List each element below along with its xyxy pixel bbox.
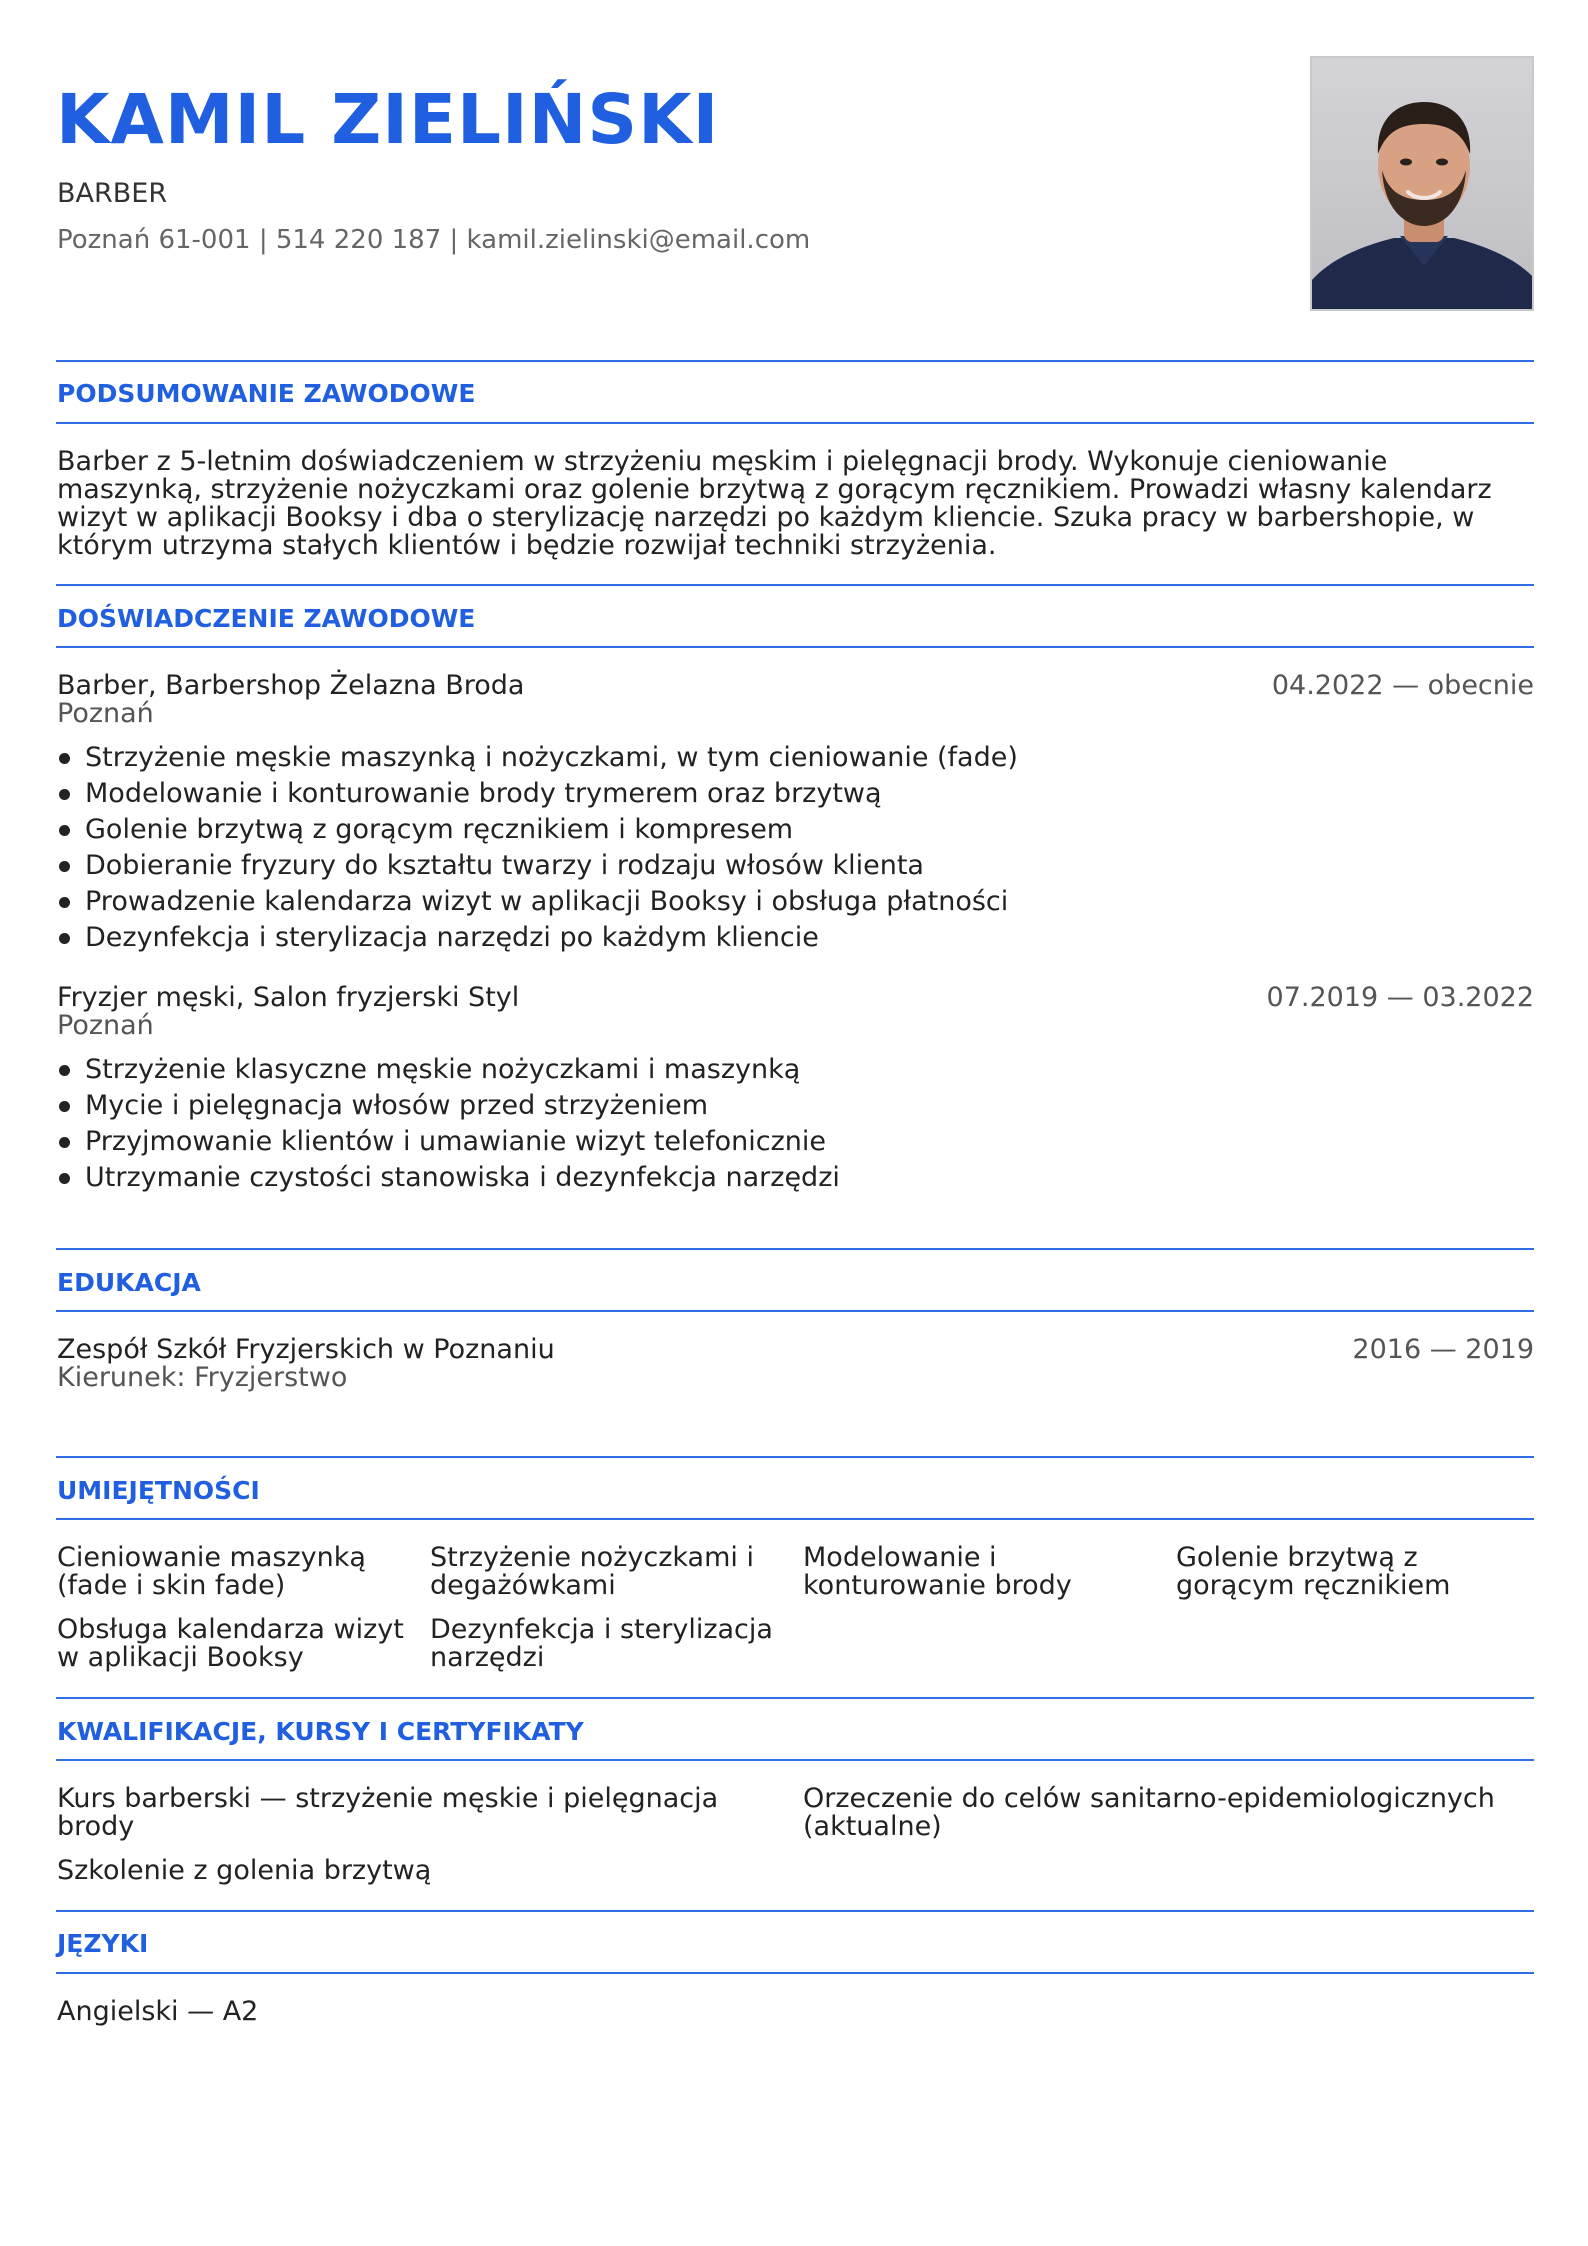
skill-item bbox=[430, 1616, 773, 1672]
certificate-line: brody bbox=[57, 1811, 135, 1842]
summary-line: którym utrzyma stałych klientów i będzie rozwijał techniki strzyżenia. bbox=[57, 530, 997, 561]
duty-text: Strzyżenie męskie maszynką i nożyczkami, w tym cieniowanie (fade) bbox=[85, 742, 1018, 773]
skill-line: narzędzi bbox=[430, 1642, 545, 1673]
duty-text: Modelowanie i konturowanie brody trymerem oraz brzytwą bbox=[85, 778, 882, 809]
candidate-name: KAMIL ZIELIŃSKI bbox=[56, 80, 720, 160]
certificate-line: Kurs barberski — strzyżenie męskie i pielęgnacja bbox=[57, 1783, 719, 1814]
skill-line: Dezynfekcja i sterylizacja bbox=[430, 1614, 773, 1645]
job-duties-list bbox=[57, 1052, 840, 1196]
duty-text: Golenie brzytwą z gorącym ręcznikiem i kompresem bbox=[85, 814, 794, 845]
skill-item bbox=[57, 1544, 366, 1600]
skill-line: w aplikacji Booksy bbox=[57, 1642, 304, 1673]
certificate-item bbox=[57, 1857, 431, 1885]
section-divider bbox=[56, 646, 1534, 648]
skill-line: (fade i skin fade) bbox=[57, 1570, 286, 1601]
skill-item bbox=[57, 1616, 404, 1672]
job-location: Poznań bbox=[57, 1010, 154, 1041]
certificate-line: Szkolenie z golenia brzytwą bbox=[57, 1855, 432, 1886]
education-school: Zespół Szkół Fryzjerskich w Poznaniu bbox=[57, 1334, 555, 1365]
skill-line: Strzyżenie nożyczkami i bbox=[430, 1542, 754, 1573]
skill-line: gorącym ręcznikiem bbox=[1176, 1570, 1451, 1601]
section-divider bbox=[56, 360, 1534, 362]
summary-line: maszynką, strzyżenie nożyczkami oraz golenie brzytwą z gorącym ręcznikiem. Prowadzi własny kalendarz bbox=[57, 474, 1492, 505]
duty-text: Mycie i pielęgnacja włosów przed strzyżeniem bbox=[85, 1090, 709, 1121]
skill-line: Golenie brzytwą z bbox=[1176, 1542, 1418, 1573]
skill-item bbox=[430, 1544, 754, 1600]
bullet-dot-icon bbox=[59, 1101, 70, 1112]
section-title-languages: JĘZYKI bbox=[57, 1929, 149, 1958]
section-divider bbox=[56, 1910, 1534, 1912]
bullet-dot-icon bbox=[59, 933, 70, 944]
list-item bbox=[57, 812, 1018, 848]
list-item bbox=[57, 1160, 840, 1196]
skill-line: Obsługa kalendarza wizyt bbox=[57, 1614, 404, 1645]
job-dates: 07.2019 — 03.2022 bbox=[1266, 982, 1534, 1013]
list-item bbox=[57, 776, 1018, 812]
duty-text: Strzyżenie klasyczne męskie nożyczkami i maszynką bbox=[85, 1054, 801, 1085]
skill-item bbox=[803, 1544, 1072, 1600]
section-divider bbox=[56, 1697, 1534, 1699]
section-title-skills: UMIEJĘTNOŚCI bbox=[57, 1476, 260, 1505]
section-title-summary: PODSUMOWANIE ZAWODOWE bbox=[57, 379, 476, 408]
section-divider bbox=[56, 1518, 1534, 1520]
section-divider bbox=[56, 1759, 1534, 1761]
list-item bbox=[57, 1088, 840, 1124]
summary-line: wizyt w aplikacji Booksy i dba o sterylizację narzędzi po każdym kliencie. Szuka pracy w barbershopie, w bbox=[57, 502, 1475, 533]
duty-text: Przyjmowanie klientów i umawianie wizyt telefonicznie bbox=[85, 1126, 827, 1157]
profile-photo bbox=[1310, 56, 1534, 311]
bullet-dot-icon bbox=[59, 753, 70, 764]
contact-info: Poznań 61-001 | 514 220 187 | kamil.zielinski@email.com bbox=[57, 225, 811, 255]
language-item: Angielski — A2 bbox=[57, 1996, 259, 2027]
section-divider bbox=[56, 1310, 1534, 1312]
section-title-experience: DOŚWIADCZENIE ZAWODOWE bbox=[57, 604, 476, 633]
job-duties-list bbox=[57, 740, 1018, 956]
skill-item bbox=[1176, 1544, 1450, 1600]
section-divider bbox=[56, 1456, 1534, 1458]
list-item bbox=[57, 1052, 840, 1088]
skill-line: degażówkami bbox=[430, 1570, 616, 1601]
summary-line: Barber z 5-letnim doświadczeniem w strzyżeniu męskim i pielęgnacji brody. Wykonuje cieniowanie bbox=[57, 446, 1388, 477]
bullet-dot-icon bbox=[59, 861, 70, 872]
bullet-dot-icon bbox=[59, 1137, 70, 1148]
certificate-line: (aktualne) bbox=[803, 1811, 942, 1842]
skill-line: konturowanie brody bbox=[803, 1570, 1072, 1601]
list-item bbox=[57, 740, 1018, 776]
section-title-education: EDUKACJA bbox=[57, 1268, 201, 1297]
certificate-line: Orzeczenie do celów sanitarno-epidemiologicznych bbox=[803, 1783, 1495, 1814]
education-field: Kierunek: Fryzjerstwo bbox=[57, 1362, 348, 1393]
certificate-item bbox=[803, 1785, 1495, 1841]
summary-text bbox=[57, 448, 1492, 560]
certificate-item bbox=[57, 1785, 718, 1841]
job-position: Fryzjer męski, Salon fryzjerski Styl bbox=[57, 982, 520, 1013]
bullet-dot-icon bbox=[59, 789, 70, 800]
bullet-dot-icon bbox=[59, 897, 70, 908]
skill-line: Cieniowanie maszynką bbox=[57, 1542, 366, 1573]
list-item bbox=[57, 848, 1018, 884]
section-divider bbox=[56, 1972, 1534, 1974]
section-title-certificates: KWALIFIKACJE, KURSY I CERTYFIKATY bbox=[57, 1717, 584, 1746]
duty-text: Utrzymanie czystości stanowiska i dezynfekcja narzędzi bbox=[85, 1162, 840, 1193]
section-divider bbox=[56, 1248, 1534, 1250]
list-item bbox=[57, 884, 1018, 920]
bullet-dot-icon bbox=[59, 1065, 70, 1076]
duty-text: Dobieranie fryzury do kształtu twarzy i rodzaju włosów klienta bbox=[85, 850, 924, 881]
job-position: Barber, Barbershop Żelazna Broda bbox=[57, 670, 525, 701]
section-divider bbox=[56, 584, 1534, 586]
job-title: BARBER bbox=[57, 178, 168, 209]
duty-text: Dezynfekcja i sterylizacja narzędzi po każdym kliencie bbox=[85, 922, 819, 953]
list-item bbox=[57, 1124, 840, 1160]
list-item bbox=[57, 920, 1018, 956]
job-dates: 04.2022 — obecnie bbox=[1271, 670, 1534, 701]
skill-line: Modelowanie i bbox=[803, 1542, 997, 1573]
education-dates: 2016 — 2019 bbox=[1352, 1334, 1534, 1365]
bullet-dot-icon bbox=[59, 825, 70, 836]
job-location: Poznań bbox=[57, 698, 154, 729]
person-portrait-icon bbox=[1312, 58, 1534, 311]
bullet-dot-icon bbox=[59, 1173, 70, 1184]
section-divider bbox=[56, 422, 1534, 424]
duty-text: Prowadzenie kalendarza wizyt w aplikacji Booksy i obsługa płatności bbox=[85, 886, 1009, 917]
